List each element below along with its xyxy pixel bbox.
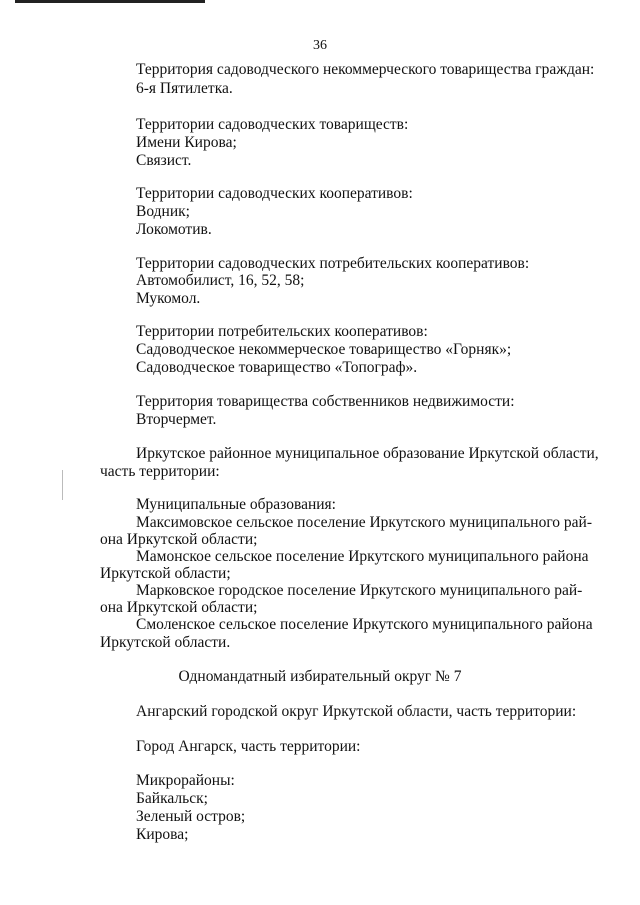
text-line: Кирова; [136,826,189,843]
text-line: Муниципальные образования: [136,496,336,513]
text-line: Иркутской области. [100,634,231,651]
text-line: Город Ангарск, часть территории: [136,738,361,755]
text-line: Мукомол. [136,290,201,307]
text-line: Территории садоводческих потребительских кооперативов: [136,255,530,272]
margin-mark [62,470,63,500]
text-line: Мамонское сельское поселение Иркутского муниципального района [136,548,589,565]
text-line: Территории садоводческих кооперативов: [136,185,413,202]
text-line: Садоводческое товарищество «Топограф». [136,359,418,376]
text-line: Связист. [136,152,192,169]
text-line: Микрорайоны: [136,772,235,789]
text-line: Имени Кирова; [136,134,237,151]
district-heading: Одномандатный избирательный округ № 7 [178,668,462,685]
text-line: Территории потребительских кооперативов: [136,323,428,340]
text-line: часть территории: [100,463,220,480]
text-line: Территории садоводческих товариществ: [136,116,409,133]
text-line: Байкальск; [136,790,208,807]
text-line: Иркутское районное муниципальное образование Иркутской области, [136,445,599,462]
text-line: Марковское городское поселение Иркутского муниципального рай- [136,582,583,599]
text-line: 6-я Пятилетка. [136,80,233,97]
text-line: Смоленское сельское поселение Иркутского муниципального района [136,616,593,633]
text-line: Зеленый остров; [136,808,246,825]
text-line: Водник; [136,203,190,220]
text-line: Территория товарищества собственников недвижимости: [136,393,515,410]
text-line: Ангарский городской округ Иркутской области, часть территории: [136,703,577,720]
text-line: она Иркутской области; [100,599,258,616]
text-line: Иркутской области; [100,565,231,582]
text-line: Вторчермет. [136,411,217,428]
text-line: Садоводческое некоммерческое товарищество «Горняк»; [136,341,512,358]
text-line: Максимовское сельское поселение Иркутского муниципального рай- [136,514,593,531]
text-line: она Иркутской области; [100,531,258,548]
top-edge-bar [15,0,205,3]
page-number: 36 [313,38,327,53]
text-line: Локомотив. [136,221,212,238]
text-line: Автомобилист, 16, 52, 58; [136,272,305,289]
text-line: Территория садоводческого некоммерческого товарищества граждан: [136,61,595,78]
